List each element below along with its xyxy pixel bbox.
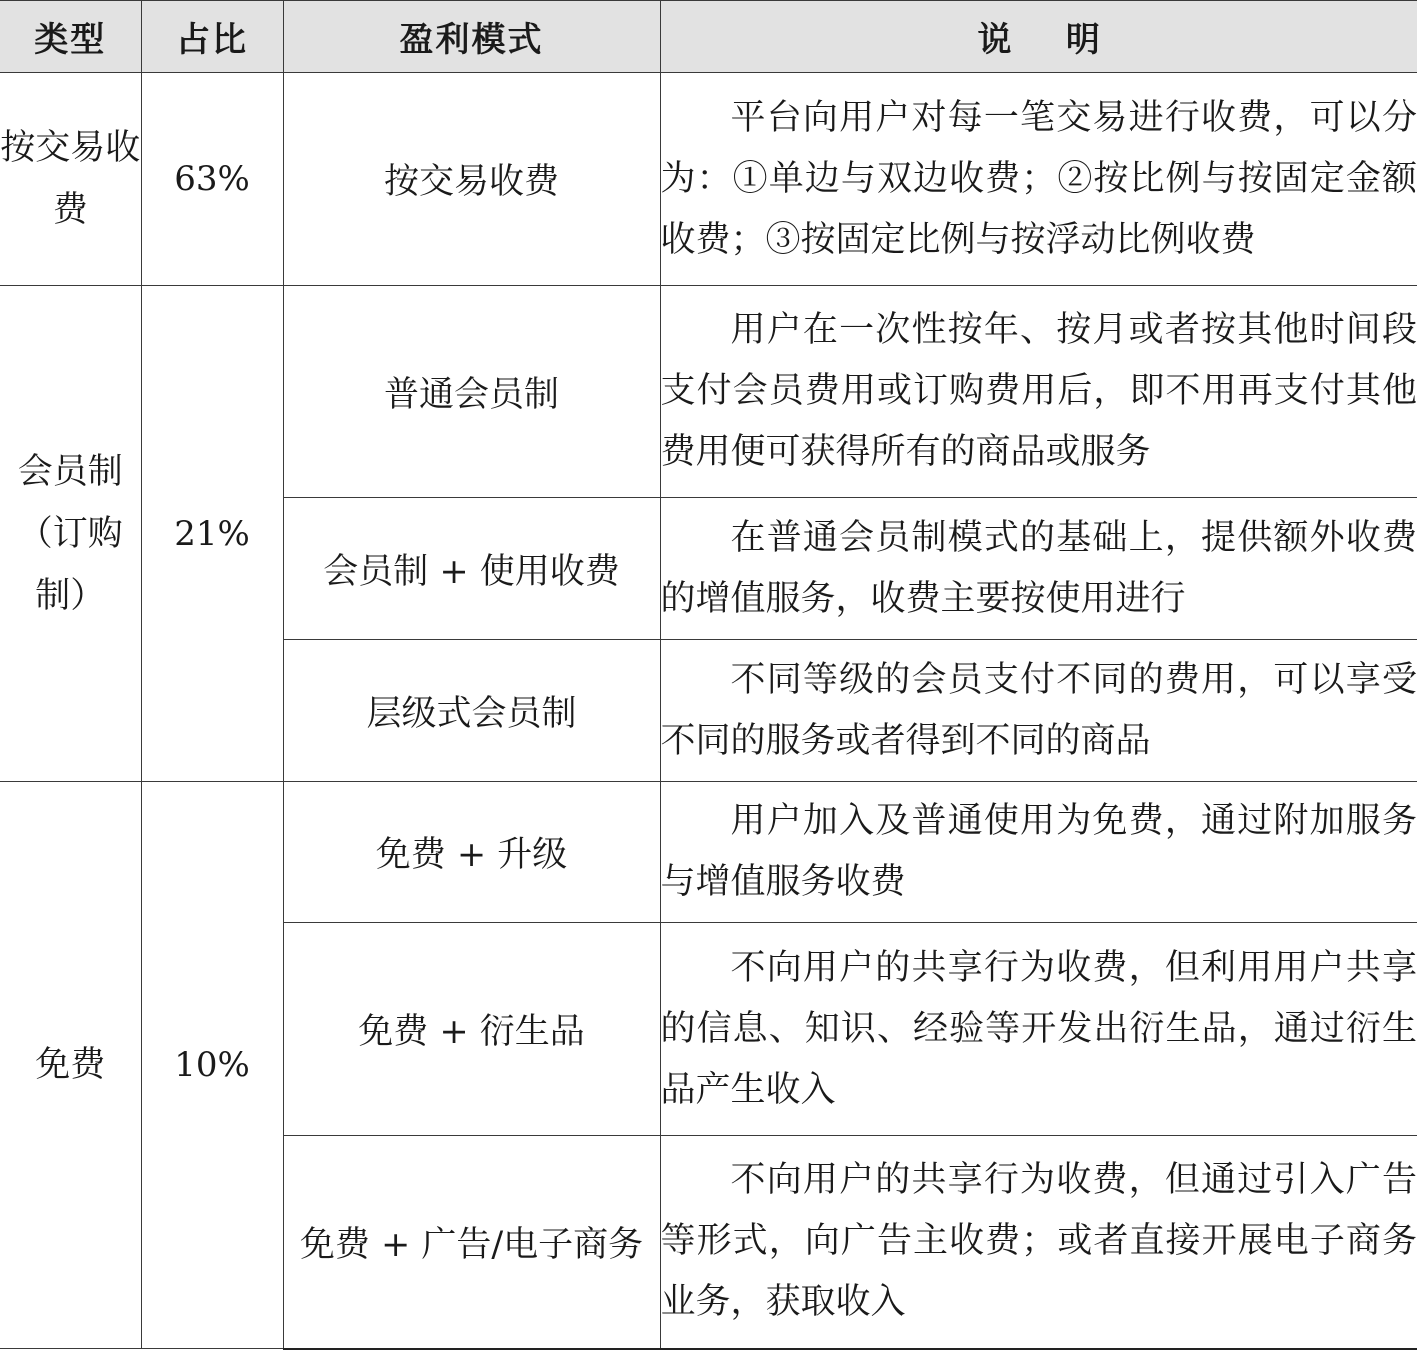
share-cell-membership: 21%	[141, 286, 283, 782]
model-cell: 免费 + 广告/电子商务	[283, 1136, 660, 1349]
description-cell: 平台向用户对每一笔交易进行收费，可以分为：①单边与双边收费；②按比例与按固定金额收费；③按固定比例与按浮动比例收费	[660, 73, 1417, 286]
table-row	[0, 286, 1417, 498]
table-row	[0, 782, 1417, 923]
share-cell-free: 10%	[141, 782, 283, 1349]
model-cell: 会员制 + 使用收费	[283, 498, 660, 640]
description-cell: 用户加入及普通使用为免费，通过附加服务与增值服务收费	[660, 782, 1417, 923]
header-description: 说明	[660, 1, 1417, 73]
table-row	[0, 73, 1417, 286]
model-cell: 按交易收费	[283, 73, 660, 286]
description-cell: 不向用户的共享行为收费，但通过引入广告等形式，向广告主收费；或者直接开展电子商务业务，获取收入	[660, 1136, 1417, 1349]
description-cell: 在普通会员制模式的基础上，提供额外收费的增值服务，收费主要按使用进行	[660, 498, 1417, 640]
description-cell: 不向用户的共享行为收费，但利用用户共享的信息、知识、经验等开发出衍生品，通过衍生品产生收入	[660, 923, 1417, 1136]
type-cell-membership: 会员制（订购制）	[0, 286, 141, 782]
header-share: 占比	[141, 1, 283, 73]
type-cell-transaction: 按交易收费	[0, 73, 141, 286]
share-cell-transaction: 63%	[141, 73, 283, 286]
header-type: 类型	[0, 1, 141, 73]
header-row	[0, 1, 1417, 73]
model-cell: 免费 + 衍生品	[283, 923, 660, 1136]
description-cell: 用户在一次性按年、按月或者按其他时间段支付会员费用或订购费用后，即不用再支付其他费用便可获得所有的商品或服务	[660, 286, 1417, 498]
model-cell: 普通会员制	[283, 286, 660, 498]
model-cell: 层级式会员制	[283, 640, 660, 782]
model-cell: 免费 + 升级	[283, 782, 660, 923]
header-model: 盈利模式	[283, 1, 660, 73]
type-cell-free: 免费	[0, 782, 141, 1349]
description-cell: 不同等级的会员支付不同的费用，可以享受不同的服务或者得到不同的商品	[660, 640, 1417, 782]
